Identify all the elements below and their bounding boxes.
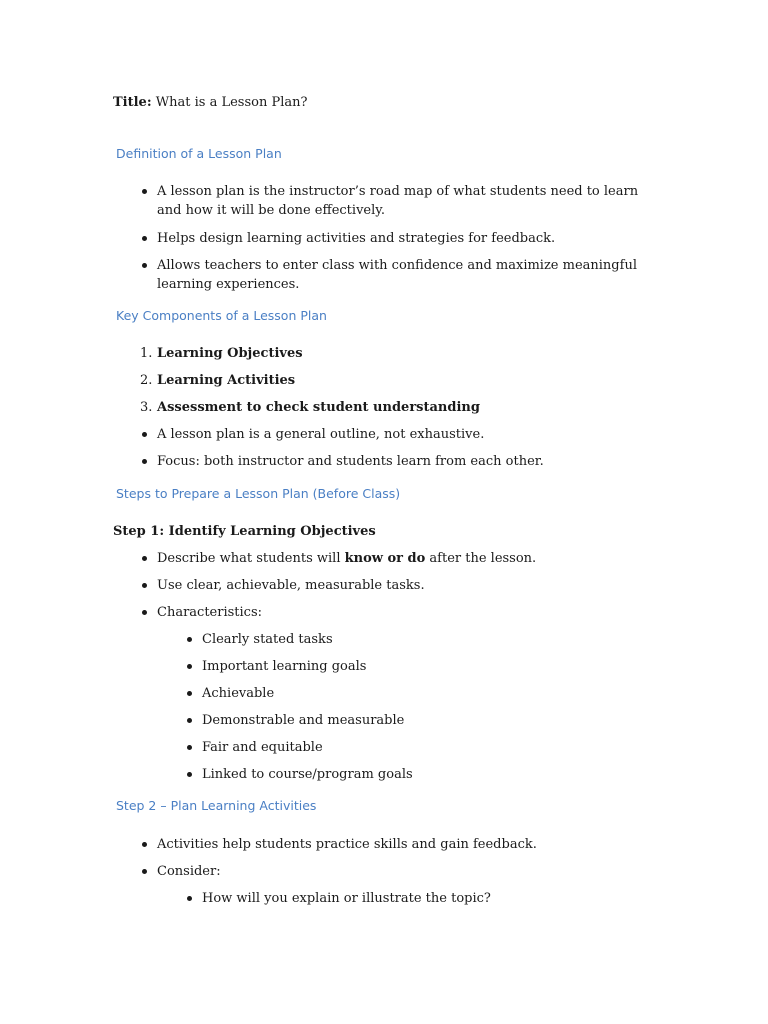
list-item: Allows teachers to enter class with confidence and maximize meaningful learning experiences.: [157, 256, 657, 294]
list-item: Helps design learning activities and strategies for feedback.: [157, 229, 657, 248]
list-item: Characteristics:: [157, 603, 657, 622]
list-item: A lesson plan is a general outline, not exhaustive.: [157, 425, 657, 444]
bullet-icon: [142, 189, 147, 194]
heading-components: Key Components of a Lesson Plan: [116, 308, 327, 323]
bullet-icon: [142, 556, 147, 561]
bullet-icon: [142, 842, 147, 847]
document-title: [113, 93, 307, 112]
bullet-icon: [142, 236, 147, 241]
title-text: What is a Lesson Plan?: [155, 95, 308, 110]
bullet-icon: [187, 691, 192, 696]
sub-list-item: Clearly stated tasks: [202, 630, 702, 649]
bullet-icon: [142, 610, 147, 615]
heading-steps: Steps to Prepare a Lesson Plan (Before Class): [116, 486, 401, 501]
list-item: A lesson plan is the instructor’s road map of what students need to learn and how it will be done effectively.: [157, 182, 657, 220]
bullet-icon: [142, 583, 147, 588]
list-item: Focus: both instructor and students learn from each other.: [157, 452, 657, 471]
bullet-icon: [187, 664, 192, 669]
list-item: 3. Assessment to check student understanding: [140, 400, 480, 415]
list-item: Consider:: [157, 862, 657, 881]
heading-definition: Definition of a Lesson Plan: [116, 146, 282, 161]
list-item: Activities help students practice skills and gain feedback.: [157, 835, 657, 854]
sub-list-item: How will you explain or illustrate the topic?: [202, 889, 702, 908]
sub-list-item: Linked to course/program goals: [202, 765, 702, 784]
bullet-icon: [142, 432, 147, 437]
sub-list-item: Fair and equitable: [202, 738, 702, 757]
list-item: 1. Learning Objectives: [140, 346, 303, 361]
bullet-icon: [187, 772, 192, 777]
bullet-icon: [187, 896, 192, 901]
bullet-icon: [142, 869, 147, 874]
heading-step1: Step 1: Identify Learning Objectives: [113, 524, 376, 539]
list-item: Use clear, achievable, measurable tasks.: [157, 576, 657, 595]
bullet-icon: [187, 637, 192, 642]
title-label: Title:: [113, 95, 152, 110]
heading-step2: Step 2 – Plan Learning Activities: [116, 798, 317, 813]
list-item: Describe what students will know or do after the lesson.: [157, 549, 657, 568]
sub-list-item: Important learning goals: [202, 657, 702, 676]
sub-list-item: Achievable: [202, 684, 702, 703]
bullet-icon: [142, 263, 147, 268]
list-item: 2. Learning Activities: [140, 373, 296, 388]
bullet-icon: [187, 718, 192, 723]
bullet-icon: [142, 459, 147, 464]
bullet-icon: [187, 745, 192, 750]
sub-list-item: Demonstrable and measurable: [202, 711, 702, 730]
